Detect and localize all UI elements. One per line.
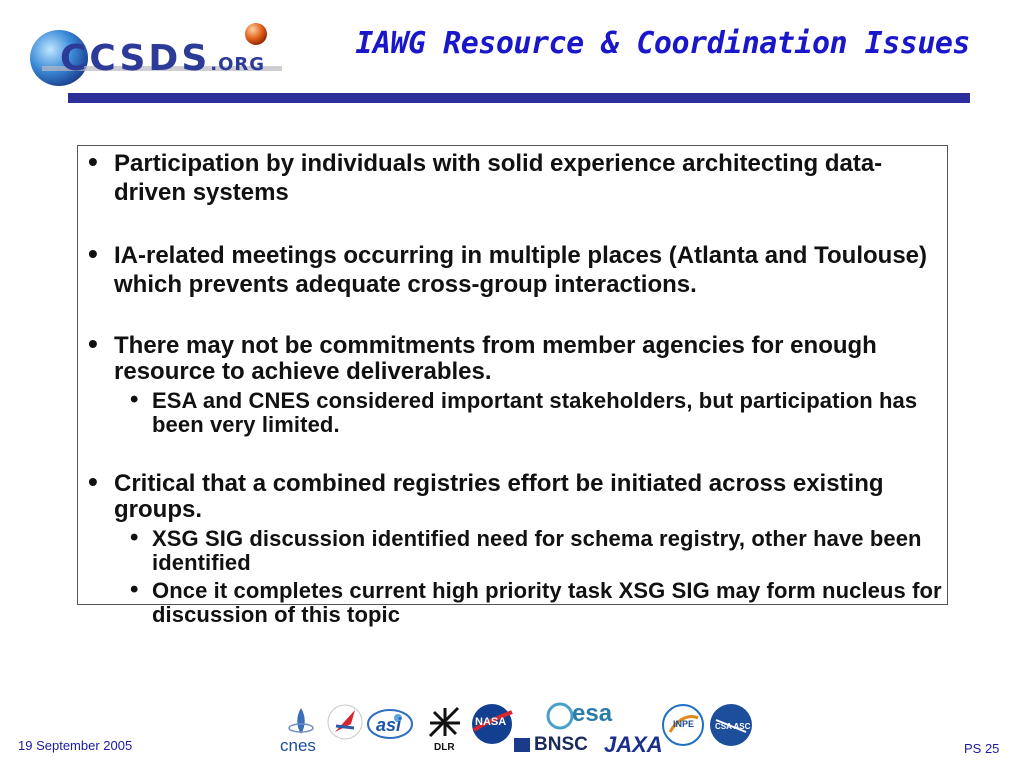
sub-bullet-list xyxy=(114,527,948,627)
inpe-logo: INPE xyxy=(660,702,706,764)
esa-logo: esa xyxy=(546,702,626,764)
sub-bullet-item: • XSG SIG discussion identified need for schema registry, other have been identified xyxy=(130,527,948,575)
bnsc-logo: BNSC xyxy=(514,734,584,758)
cnes-logo: cnes xyxy=(280,702,322,764)
bullet-item: • Critical that a combined registries effort be initiated across existing groups. • XSG SIG discussion identified need for schema registry, other have been identified • Once it completes current high priority task XSG SIG may form nucleus for discussion of this topic xyxy=(88,471,948,627)
bullet-list xyxy=(88,149,948,631)
slide-title: IAWG Resource & Coordination Issues xyxy=(355,26,970,61)
bullet-item: • Participation by individuals with solid experience architecting data-driven systems xyxy=(88,149,948,207)
dlr-logo: DLR xyxy=(424,702,466,764)
jaxa-logo: JAXA xyxy=(604,732,663,757)
bullet-item: • There may not be commitments from member agencies for enough resource to achieve deliverables. • ESA and CNES considered important stakeholders, but participation has been very limited. xyxy=(88,333,948,437)
bullet-item: • IA-related meetings occurring in multiple places (Atlanta and Toulouse) which prevents adequate cross-group interactions. xyxy=(88,241,948,299)
sub-bullet-list xyxy=(114,389,948,437)
asi-logo: asi xyxy=(364,702,416,764)
ccsds-logo xyxy=(28,22,290,88)
logo-wordmark: CCSDS.ORG xyxy=(60,38,266,79)
sub-bullet-item: • ESA and CNES considered important stakeholders, but participation has been very limited. xyxy=(130,389,948,437)
title-divider xyxy=(68,93,970,103)
rsa-logo xyxy=(324,702,366,764)
nasa-logo: NASA xyxy=(470,702,514,764)
sub-bullet-item: • Once it completes current high priority task XSG SIG may form nucleus for discussion of this topic xyxy=(130,579,948,627)
footer-date: 19 September 2005 xyxy=(18,738,133,753)
page-number: PS 25 xyxy=(964,741,1000,756)
csa-logo: CSA ASC xyxy=(708,702,754,764)
